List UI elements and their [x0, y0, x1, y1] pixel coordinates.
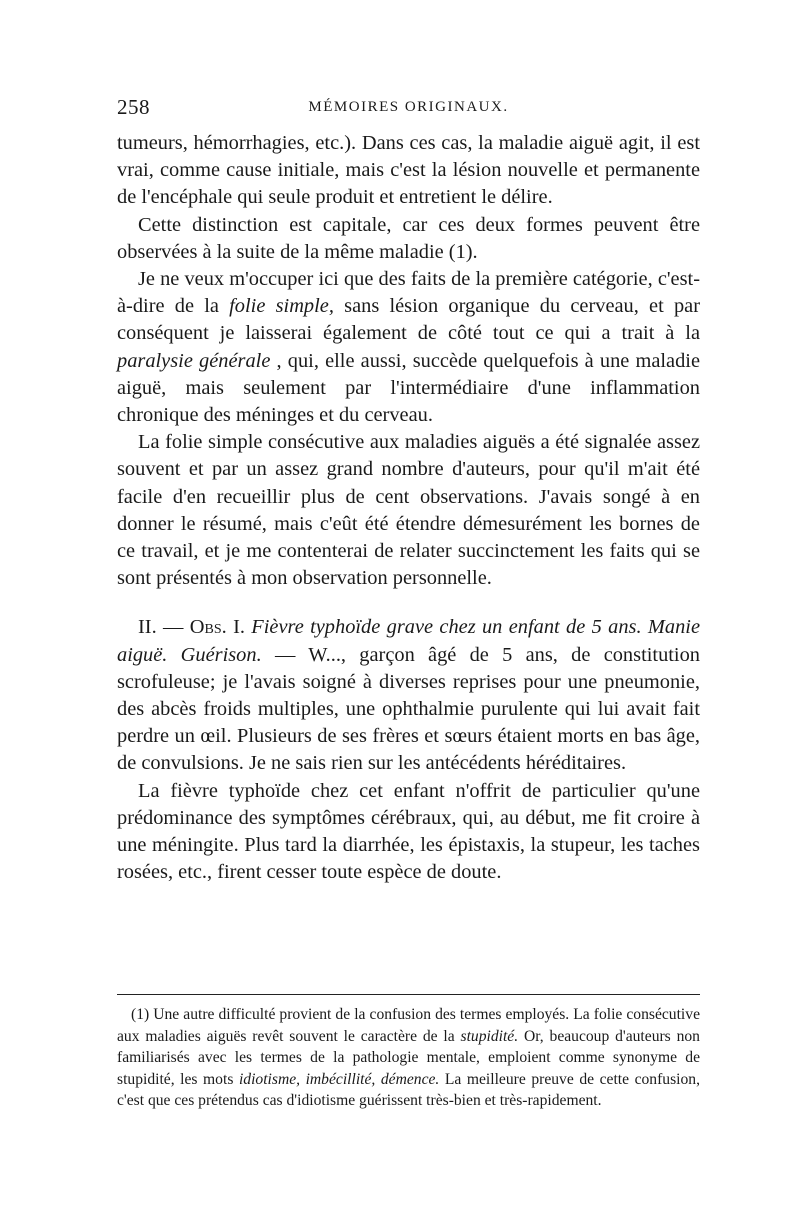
- paragraph-typhoid: La fièvre typhoïde chez cet enfant n'offrit de particulier qu'une prédominance des symptômes cérébraux, qui, au début, me fit croire à une méningite. Plus tard la diarrhée, les épistaxis, la stupeur, les taches rosées, etc., firent cesser toute espèce de doute.: [117, 779, 700, 884]
- main-text: [117, 130, 700, 886]
- text-run: Or, beaucoup d'auteurs non familiarisés avec les termes de la pathologie mentale, emploient comme synonyme de stupidité, les mots: [117, 1027, 700, 1088]
- observation-paragraph: [117, 614, 700, 777]
- footnote-divider: [117, 994, 700, 995]
- paragraph-continuation: tumeurs, hémorrhagies, etc.). Dans ces cas, la maladie aiguë agit, il est vrai, comme cause initiale, mais c'est la lésion nouvelle et permanente de l'encéphale qui seule produit et entretient le délire.: [117, 132, 700, 209]
- paragraph-literature: La folie simple consécutive aux maladies aiguës a été signalée assez souvent et par un assez grand nombre d'auteurs, pour qu'il m'ait été facile d'en recueillir plus de cent observations. J'avais songé à en donner le résumé, mais c'eût été étendre démesurément les bornes de ce travail, et je me contenterai de relater succinctement les faits qui se sont présentés à mon observation personnelle.: [117, 431, 700, 590]
- paragraph-distinction: Cette distinction est capitale, car ces deux formes peuvent être observées à la suite de la même maladie (1).: [117, 213, 700, 263]
- footnote-text: [117, 1004, 700, 1112]
- page-header: [117, 95, 700, 119]
- italic-term: idiotisme, imbécillité, démence.: [238, 1070, 440, 1088]
- text-run: , qui, elle aussi, succède quelquefois à une maladie aiguë, mais seulement par l'intermédiaire d'une inflammation chronique des méninges et du cerveau.: [117, 349, 700, 427]
- page-number: 258: [117, 95, 150, 119]
- text-run: (1) Une autre difficulté provient de la confusion des termes employés. La folie consécutive aux maladies aiguës revêt souvent le caractère de la: [117, 1006, 700, 1045]
- text-run: — W..., garçon âgé de 5 ans, de constitution scrofuleuse; je l'avais soigné à diverses reprises pour une pneumonie, des abcès froids multiples, une ophthalmie purulente qui lui avait fait perdre un œil. Plusieurs de ses frères et sœurs étaient morts en bas âge, de convulsions. Je ne sais rien sur les antécédents héréditaires.: [117, 643, 700, 775]
- paragraph-scope: [117, 266, 700, 429]
- text-run: sans lésion organique du cerveau, et par conséquent je laisserai également de côté tout ce qui a trait à la: [117, 295, 701, 345]
- section-number: II. —: [138, 616, 190, 639]
- text-run: La meilleure preuve de cette confusion, c'est que ces prétendus cas d'idiotisme guérissent très-bien et très-rapidement.: [117, 1070, 700, 1110]
- italic-term: paralysie générale: [117, 349, 271, 372]
- section-spacer: [117, 592, 700, 614]
- text-run: Je ne veux m'occuper ici que des faits de la première catégorie, c'est-à-dire de la: [117, 268, 700, 318]
- running-title: MÉMOIRES ORIGINAUX.: [308, 99, 509, 115]
- footnote: [117, 1004, 700, 1112]
- italic-term: stupidité.: [460, 1027, 519, 1045]
- italic-term: folie simple,: [229, 295, 334, 318]
- observation-label: Obs: [189, 616, 222, 639]
- observation-title: Fièvre typhoïde grave chez un enfant de 5 ans. Manie aiguë. Guérison.: [117, 616, 701, 666]
- observation-number: . I.: [221, 616, 252, 639]
